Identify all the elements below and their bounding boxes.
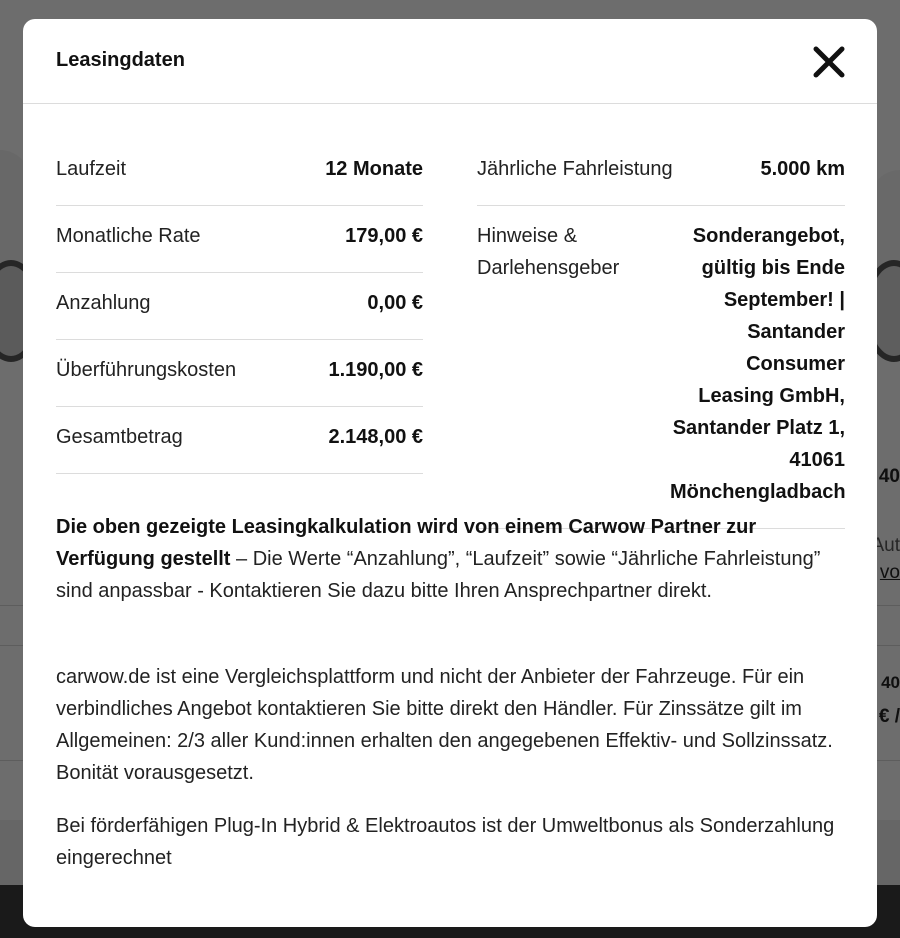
detail-row-gesamtbetrag — [56, 407, 423, 474]
disclaimer-bold: Die oben gezeigte Leasingkalkulation wird von einem Carwow Partner zur Verfügung gestellt — [56, 516, 757, 570]
detail-value: 1.190,00 € — [328, 359, 423, 381]
detail-row-laufzeit — [56, 139, 423, 206]
detail-label: Hinweise & Darlehensgeber — [477, 225, 620, 279]
modal-title: Leasingdaten — [56, 49, 185, 71]
details-right-column — [477, 139, 845, 529]
leasing-modal — [23, 19, 877, 927]
details-left-column — [56, 139, 423, 474]
detail-value: Sonderangebot, gültig bis Ende September! | Santander Consumer Leasing GmbH, Santander Platz 1, 41061 Mönchengladbach — [670, 225, 846, 503]
modal-header — [23, 19, 877, 104]
detail-value: 179,00 € — [345, 225, 423, 247]
detail-row-ueberfuehrungskosten — [56, 340, 423, 407]
bonus-disclaimer: Bei förderfähigen Plug-In Hybrid & Elektroautos ist der Umweltbonus als Sonderzahlung eingerechnet — [56, 815, 835, 869]
partner-disclaimer — [56, 511, 846, 607]
detail-label: Jährliche Fahrleistung — [477, 158, 673, 180]
detail-value: 0,00 € — [367, 292, 423, 314]
disclaimer-text: – Die Werte “Anzahlung”, “Laufzeit” sowie “Jährliche Fahrleistung” sind anpassbar - Kontaktieren Sie dazu bitte Ihren Ansprechpartner direkt. — [56, 548, 821, 602]
detail-row-hinweise — [477, 206, 845, 529]
detail-value: 5.000 km — [760, 158, 845, 180]
close-button[interactable] — [811, 44, 847, 80]
detail-value: 2.148,00 € — [328, 426, 423, 448]
detail-row-fahrleistung — [477, 139, 845, 206]
detail-label: Überführungskosten — [56, 359, 237, 381]
detail-label: Anzahlung — [56, 292, 151, 314]
detail-label: Laufzeit — [56, 158, 127, 180]
detail-label: Gesamtbetrag — [56, 426, 183, 448]
detail-label: Monatliche Rate — [56, 225, 201, 247]
close-icon — [811, 44, 847, 80]
detail-row-anzahlung — [56, 273, 423, 340]
detail-row-monatliche-rate — [56, 206, 423, 273]
platform-disclaimer: carwow.de ist eine Vergleichsplattform und nicht der Anbieter der Fahrzeuge. Für ein verbindliches Angebot kontaktieren Sie bitte direkt den Händler. Für Zinssätze gilt im Allgemeinen: 2/3 aller Kund:innen erhalten den angegebenen Effektiv- und Sollzinssatz. Bonität vorausgesetzt. — [56, 666, 833, 784]
detail-value: 12 Monate — [325, 158, 423, 180]
